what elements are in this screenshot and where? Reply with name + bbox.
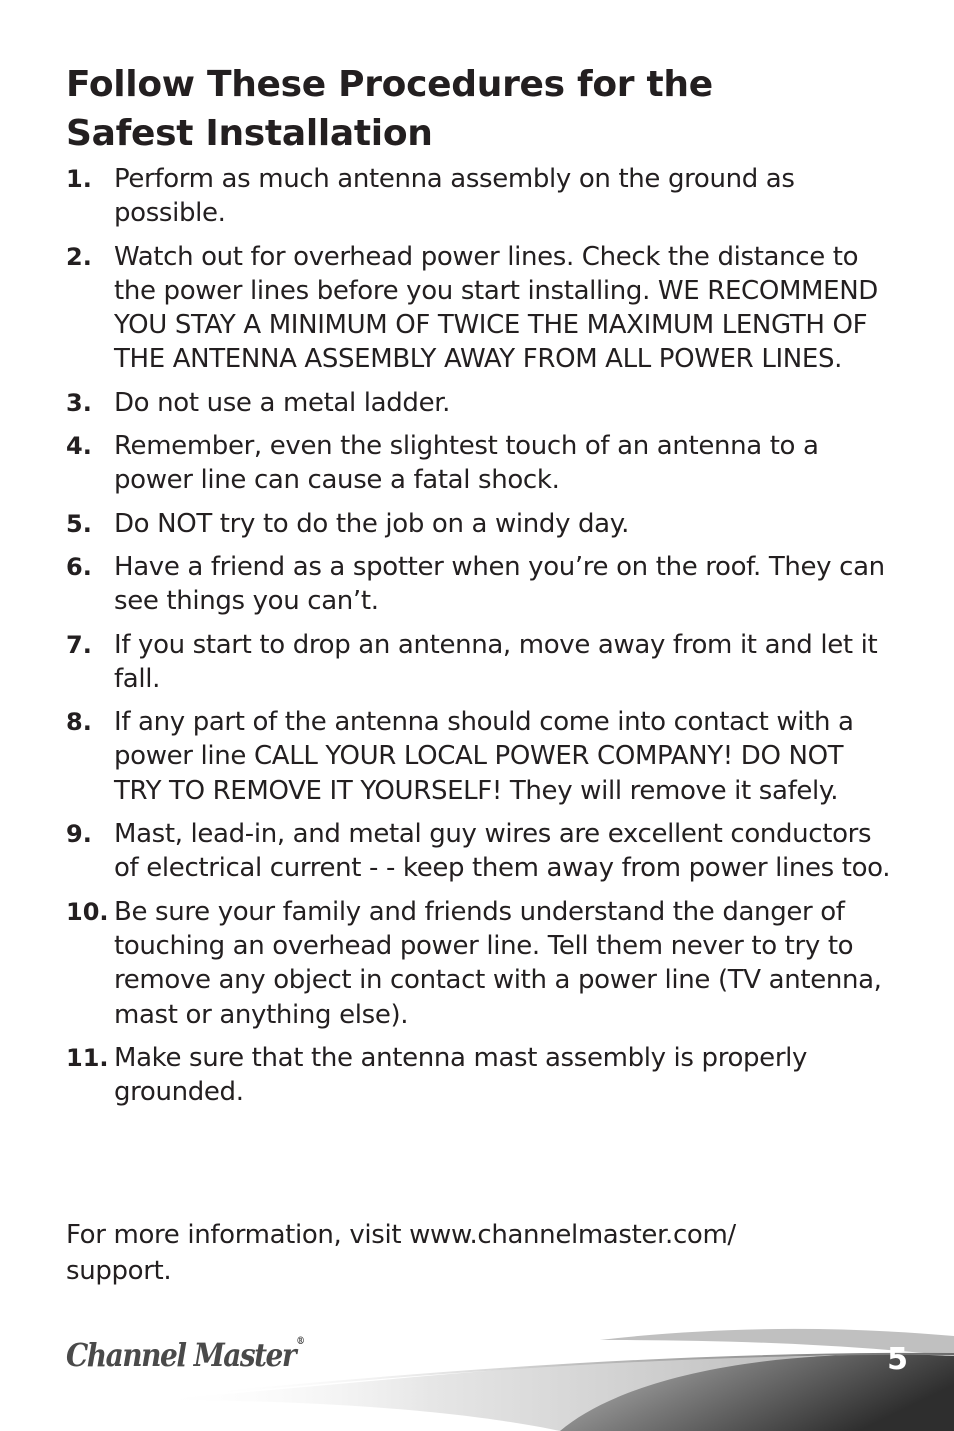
procedure-step-10 — [66, 895, 892, 1032]
step-text: Make sure that the antenna mast assembly is properly grounded. — [114, 1042, 808, 1108]
step-text: Have a friend as a spotter when you’re on the roof. They can see things you can’t. — [114, 551, 885, 617]
registered-mark: ® — [296, 1336, 306, 1348]
step-text: If you start to drop an antenna, move away from it and let it fall. — [114, 629, 878, 694]
procedure-step-3 — [66, 386, 892, 420]
step-text: Do NOT try to do the job on a windy day. — [114, 508, 630, 539]
procedure-step-2 — [66, 240, 892, 377]
step-number: 7. — [66, 630, 92, 659]
step-text: Mast, lead-in, and metal guy wires are excellent conductors of electrical current - - keep them away from power lines too. — [114, 819, 891, 884]
channel-master-logo — [66, 1336, 305, 1374]
step-number: 6. — [66, 552, 92, 581]
logo-text: Channel Master — [66, 1336, 296, 1374]
procedure-step-8 — [66, 705, 892, 808]
step-number: 4. — [66, 432, 92, 461]
procedure-list — [66, 162, 892, 1118]
page-number: 5 — [887, 1342, 908, 1377]
step-number: 5. — [66, 509, 92, 538]
step-number: 10. — [66, 897, 109, 926]
step-text: Remember, even the slightest touch of an antenna to a power line can cause a fatal shock. — [114, 431, 819, 496]
procedure-step-1 — [66, 162, 892, 231]
step-text: Perform as much antenna assembly on the ground as possible. — [114, 164, 795, 229]
step-number: 2. — [66, 242, 92, 271]
more-info-line-2: support. — [66, 1256, 172, 1286]
procedure-step-9 — [66, 817, 892, 886]
step-number: 1. — [66, 165, 92, 193]
procedure-step-5 — [66, 507, 892, 541]
step-number: 9. — [66, 820, 92, 849]
step-text: Do not use a metal ladder. — [114, 387, 451, 418]
step-number: 3. — [66, 388, 92, 417]
page-title-line-1: Follow These Procedures for the — [66, 64, 713, 105]
page-title-line-2: Safest Installation — [66, 113, 433, 154]
page-title — [66, 60, 886, 158]
step-text: Watch out for overhead power lines. Check the distance to the power lines before you start installing. WE RECOMMEND YOU STAY A MINIMUM OF TWICE THE MAXIMUM LENGTH OF THE ANTENNA ASSEMBLY AWAY FROM ALL POWER LINES. — [114, 241, 878, 375]
step-number: 8. — [66, 708, 92, 737]
step-number: 11. — [66, 1043, 109, 1072]
step-text: If any part of the antenna should come into contact with a power line CALL YOUR LOCAL POWER COMPANY! DO NOT TRY TO REMOVE IT YOURSELF! They will remove it safely. — [114, 707, 854, 806]
procedure-step-7 — [66, 628, 892, 697]
procedure-step-4 — [66, 429, 892, 498]
more-info-note — [66, 1217, 866, 1289]
step-text: Be sure your family and friends understand the danger of touching an overhead power line. Tell them never to try to remove any object in contact with a power line (TV antenna, mast or anything else). — [114, 896, 882, 1030]
procedure-step-6 — [66, 550, 892, 619]
more-info-line-1: For more information, visit www.channelmaster.com/ — [66, 1220, 736, 1250]
procedure-step-11 — [66, 1041, 892, 1110]
